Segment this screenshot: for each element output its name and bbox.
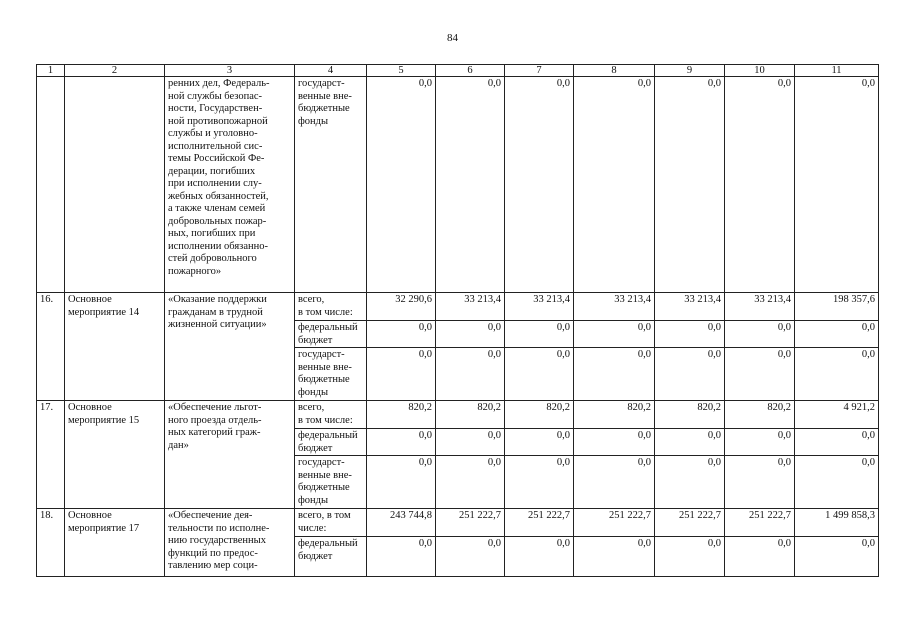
value-cell: 0,0 — [505, 77, 574, 293]
value-cell: 0,0 — [655, 537, 725, 577]
activity-title-cell: «Обеспечение льгот- ного проезда отдель- ных категорий граж- дан» — [165, 401, 295, 509]
funding-source-cell: всего, в том числе: — [295, 293, 367, 321]
value-cell: 820,2 — [725, 401, 795, 429]
value-cell: 0,0 — [795, 429, 879, 456]
value-cell: 4 921,2 — [795, 401, 879, 429]
budget-table — [36, 64, 879, 577]
activity-title-cell: ренних дел, Федераль- ной службы безопас- ности, Государствен- ной противопожарной службы и уголовно- исполнительной сис- темы Российской Фе- дерации, погибших при исполнении слу- жебных обязанностей, а также членам семей добровольных пожар- ных, погибших при исполнении обязанно- стей добровольного пожарного» — [165, 77, 295, 293]
header-cell: 2 — [65, 65, 165, 77]
value-cell: 33 213,4 — [655, 293, 725, 321]
value-cell: 0,0 — [367, 456, 436, 509]
activity-kind-cell: Основное мероприятие 14 — [65, 293, 165, 401]
value-cell: 0,0 — [367, 429, 436, 456]
value-cell: 0,0 — [725, 77, 795, 293]
table-row — [37, 293, 879, 321]
value-cell: 0,0 — [574, 321, 655, 348]
value-cell: 251 222,7 — [505, 509, 574, 537]
row-number-cell — [37, 77, 65, 293]
header-row — [37, 65, 879, 77]
value-cell: 251 222,7 — [574, 509, 655, 537]
table-row — [37, 77, 879, 293]
funding-source-cell: государст- венные вне- бюджетные фонды — [295, 348, 367, 401]
row-number-cell: 17. — [37, 401, 65, 509]
value-cell: 33 213,4 — [574, 293, 655, 321]
activity-kind-cell: Основное мероприятие 17 — [65, 509, 165, 577]
funding-source-cell: всего, в том числе: — [295, 509, 367, 537]
value-cell: 0,0 — [367, 77, 436, 293]
value-cell: 0,0 — [725, 348, 795, 401]
header-cell: 7 — [505, 65, 574, 77]
value-cell: 820,2 — [574, 401, 655, 429]
value-cell: 0,0 — [505, 429, 574, 456]
value-cell: 0,0 — [367, 537, 436, 577]
header-cell: 11 — [795, 65, 879, 77]
value-cell: 0,0 — [655, 348, 725, 401]
header-cell: 5 — [367, 65, 436, 77]
funding-source-cell: федеральный бюджет — [295, 537, 367, 577]
value-cell: 243 744,8 — [367, 509, 436, 537]
value-cell: 0,0 — [505, 321, 574, 348]
funding-source-cell: федеральный бюджет — [295, 321, 367, 348]
table-row — [37, 401, 879, 429]
value-cell: 33 213,4 — [725, 293, 795, 321]
value-cell: 0,0 — [574, 537, 655, 577]
value-cell: 820,2 — [505, 401, 574, 429]
header-cell: 10 — [725, 65, 795, 77]
value-cell: 251 222,7 — [436, 509, 505, 537]
row-number-cell: 18. — [37, 509, 65, 577]
funding-source-cell: государст- венные вне- бюджетные фонды — [295, 77, 367, 293]
value-cell: 0,0 — [725, 321, 795, 348]
value-cell: 0,0 — [436, 77, 505, 293]
value-cell: 0,0 — [655, 429, 725, 456]
header-cell: 3 — [165, 65, 295, 77]
funding-source-cell: всего, в том числе: — [295, 401, 367, 429]
value-cell: 0,0 — [574, 456, 655, 509]
activity-kind-cell — [65, 77, 165, 293]
value-cell: 820,2 — [367, 401, 436, 429]
value-cell: 0,0 — [505, 537, 574, 577]
value-cell: 198 357,6 — [795, 293, 879, 321]
value-cell: 0,0 — [436, 456, 505, 509]
value-cell: 251 222,7 — [725, 509, 795, 537]
value-cell: 0,0 — [655, 321, 725, 348]
value-cell: 0,0 — [367, 348, 436, 401]
header-cell: 8 — [574, 65, 655, 77]
value-cell: 0,0 — [367, 321, 436, 348]
activity-title-cell: «Оказание поддержки гражданам в трудной жизненной ситуации» — [165, 293, 295, 401]
value-cell: 0,0 — [505, 348, 574, 401]
funding-source-cell: федеральный бюджет — [295, 429, 367, 456]
value-cell: 1 499 858,3 — [795, 509, 879, 537]
value-cell: 820,2 — [655, 401, 725, 429]
value-cell: 0,0 — [436, 348, 505, 401]
value-cell: 0,0 — [436, 321, 505, 348]
value-cell: 0,0 — [725, 429, 795, 456]
funding-source-cell: государст- венные вне- бюджетные фонды — [295, 456, 367, 509]
header-cell: 1 — [37, 65, 65, 77]
value-cell: 33 213,4 — [505, 293, 574, 321]
value-cell: 32 290,6 — [367, 293, 436, 321]
table-row — [37, 509, 879, 537]
value-cell: 820,2 — [436, 401, 505, 429]
row-number-cell: 16. — [37, 293, 65, 401]
value-cell: 0,0 — [795, 456, 879, 509]
value-cell: 0,0 — [574, 429, 655, 456]
header-cell: 4 — [295, 65, 367, 77]
value-cell: 0,0 — [655, 77, 725, 293]
page-number: 84 — [447, 32, 458, 44]
value-cell: 0,0 — [795, 537, 879, 577]
activity-title-cell: «Обеспечение дея- тельности по исполне- нию государственных функций по предос- тавлению мер соци- — [165, 509, 295, 577]
activity-kind-cell: Основное мероприятие 15 — [65, 401, 165, 509]
header-cell: 9 — [655, 65, 725, 77]
value-cell: 0,0 — [436, 429, 505, 456]
value-cell: 0,0 — [574, 77, 655, 293]
value-cell: 0,0 — [574, 348, 655, 401]
value-cell: 0,0 — [795, 321, 879, 348]
value-cell: 0,0 — [795, 77, 879, 293]
value-cell: 0,0 — [436, 537, 505, 577]
value-cell: 0,0 — [725, 537, 795, 577]
value-cell: 0,0 — [505, 456, 574, 509]
value-cell: 0,0 — [725, 456, 795, 509]
value-cell: 251 222,7 — [655, 509, 725, 537]
header-cell: 6 — [436, 65, 505, 77]
value-cell: 0,0 — [795, 348, 879, 401]
value-cell: 33 213,4 — [436, 293, 505, 321]
value-cell: 0,0 — [655, 456, 725, 509]
